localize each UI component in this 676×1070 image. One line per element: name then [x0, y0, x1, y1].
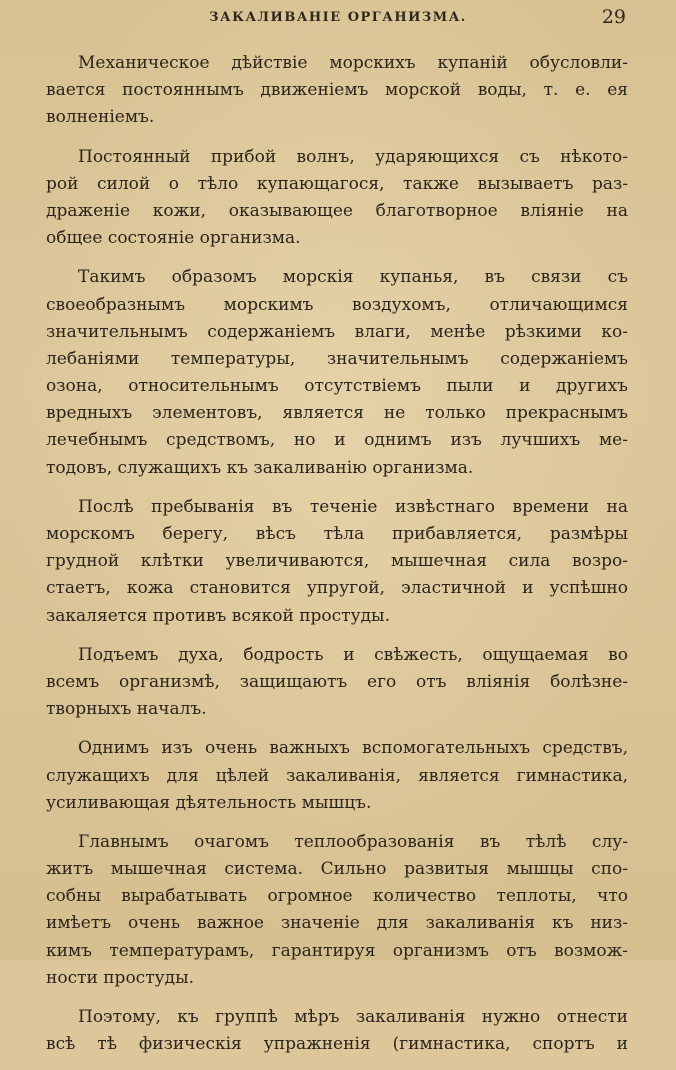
text-line: озона, относительнымъ отсутствіемъ пыли и другихъ	[46, 376, 628, 397]
text-line: закаляется противъ всякой простуды.	[46, 605, 390, 626]
text-line: Механическое дѣйствіе морскихъ купаній обусловли-	[78, 53, 628, 73]
text-line: драженіе кожи, оказывающее благотворное вліяніе на	[46, 200, 628, 221]
text-line: всемъ организмѣ, защищаютъ его отъ вліянія болѣзне-	[46, 671, 628, 692]
running-header	[0, 6, 676, 30]
text-line: морскомъ берегу, вѣсъ тѣла прибавляется, размѣры	[46, 524, 628, 544]
text-line: всѣ тѣ физическія упражненія (гимнастика, спортъ и	[46, 1034, 628, 1055]
text-line: вается постояннымъ движеніемъ морской воды, т. е. ея	[46, 80, 628, 101]
text-line: Подъемъ духа, бодрость и свѣжесть, ощущаемая во	[78, 644, 628, 665]
text-line: Однимъ изъ очень важныхъ вспомогательныхъ средствъ,	[78, 738, 628, 759]
text-line: стаетъ, кожа становится упругой, эластичной и успѣшно	[46, 578, 628, 599]
text-line: имѣетъ очень важное значеніе для закаливанія къ низ-	[46, 913, 628, 934]
text-line: Главнымъ очагомъ теплообразованія въ тѣлѣ слу-	[78, 831, 628, 852]
text-line: собны вырабатывать огромное количество теплоты, что	[46, 886, 628, 907]
text-line: грудной клѣтки увеличиваются, мышечная сила возро-	[46, 551, 628, 572]
text-line: волненіемъ.	[46, 107, 155, 128]
text-line: творныхъ началъ.	[46, 699, 207, 720]
text-line: тодовъ, служащихъ къ закаливанію организма.	[46, 457, 474, 478]
text-line: лебаніями температуры, значительнымъ содержаніемъ	[46, 348, 628, 369]
paragraph	[46, 642, 628, 724]
text-line: Такимъ образомъ морскія купанья, въ связи съ	[78, 267, 628, 288]
text-line: рой силой о тѣло купающагося, также вызываетъ раз-	[46, 173, 628, 194]
body-text	[46, 50, 628, 1070]
paragraph	[46, 735, 628, 817]
running-title: ЗАКАЛИВАНІЕ ОРГАНИЗМА.	[209, 10, 467, 25]
text-line: Постоянный прибой волнъ, ударяющихся съ нѣкото-	[78, 146, 628, 167]
text-line: служащихъ для цѣлей закаливанія, является гимнастика,	[46, 765, 628, 786]
paragraph	[46, 50, 628, 132]
text-line: общее состояніе организма.	[46, 228, 301, 249]
paragraph	[46, 144, 628, 253]
paragraph	[46, 829, 628, 992]
text-line: своеобразнымъ морскимъ воздухомъ, отличающимся	[46, 294, 628, 315]
text-line: Поэтому, къ группѣ мѣръ закаливанія нужно отнести	[78, 1007, 628, 1027]
text-line: лечебнымъ средствомъ, но и однимъ изъ лучшихъ ме-	[46, 430, 628, 451]
text-line: житъ мышечная система. Сильно развитыя мышцы спо-	[46, 859, 628, 880]
text-line: значительнымъ содержаніемъ влаги, менѣе рѣзкими ко-	[46, 321, 628, 342]
paragraph	[46, 264, 628, 482]
text-line: вредныхъ элементовъ, является не только прекраснымъ	[46, 403, 628, 424]
text-line: ности простуды.	[46, 967, 195, 988]
paragraph	[46, 1004, 628, 1058]
text-line: Послѣ пребыванія въ теченіе извѣстнаго времени на	[78, 496, 628, 517]
text-line: усиливающая дѣятельность мышцъ.	[46, 792, 372, 813]
page-number: 29	[601, 6, 626, 28]
paragraph	[46, 494, 628, 630]
text-line: кимъ температурамъ, гарантируя организмъ отъ возмож-	[46, 940, 628, 961]
